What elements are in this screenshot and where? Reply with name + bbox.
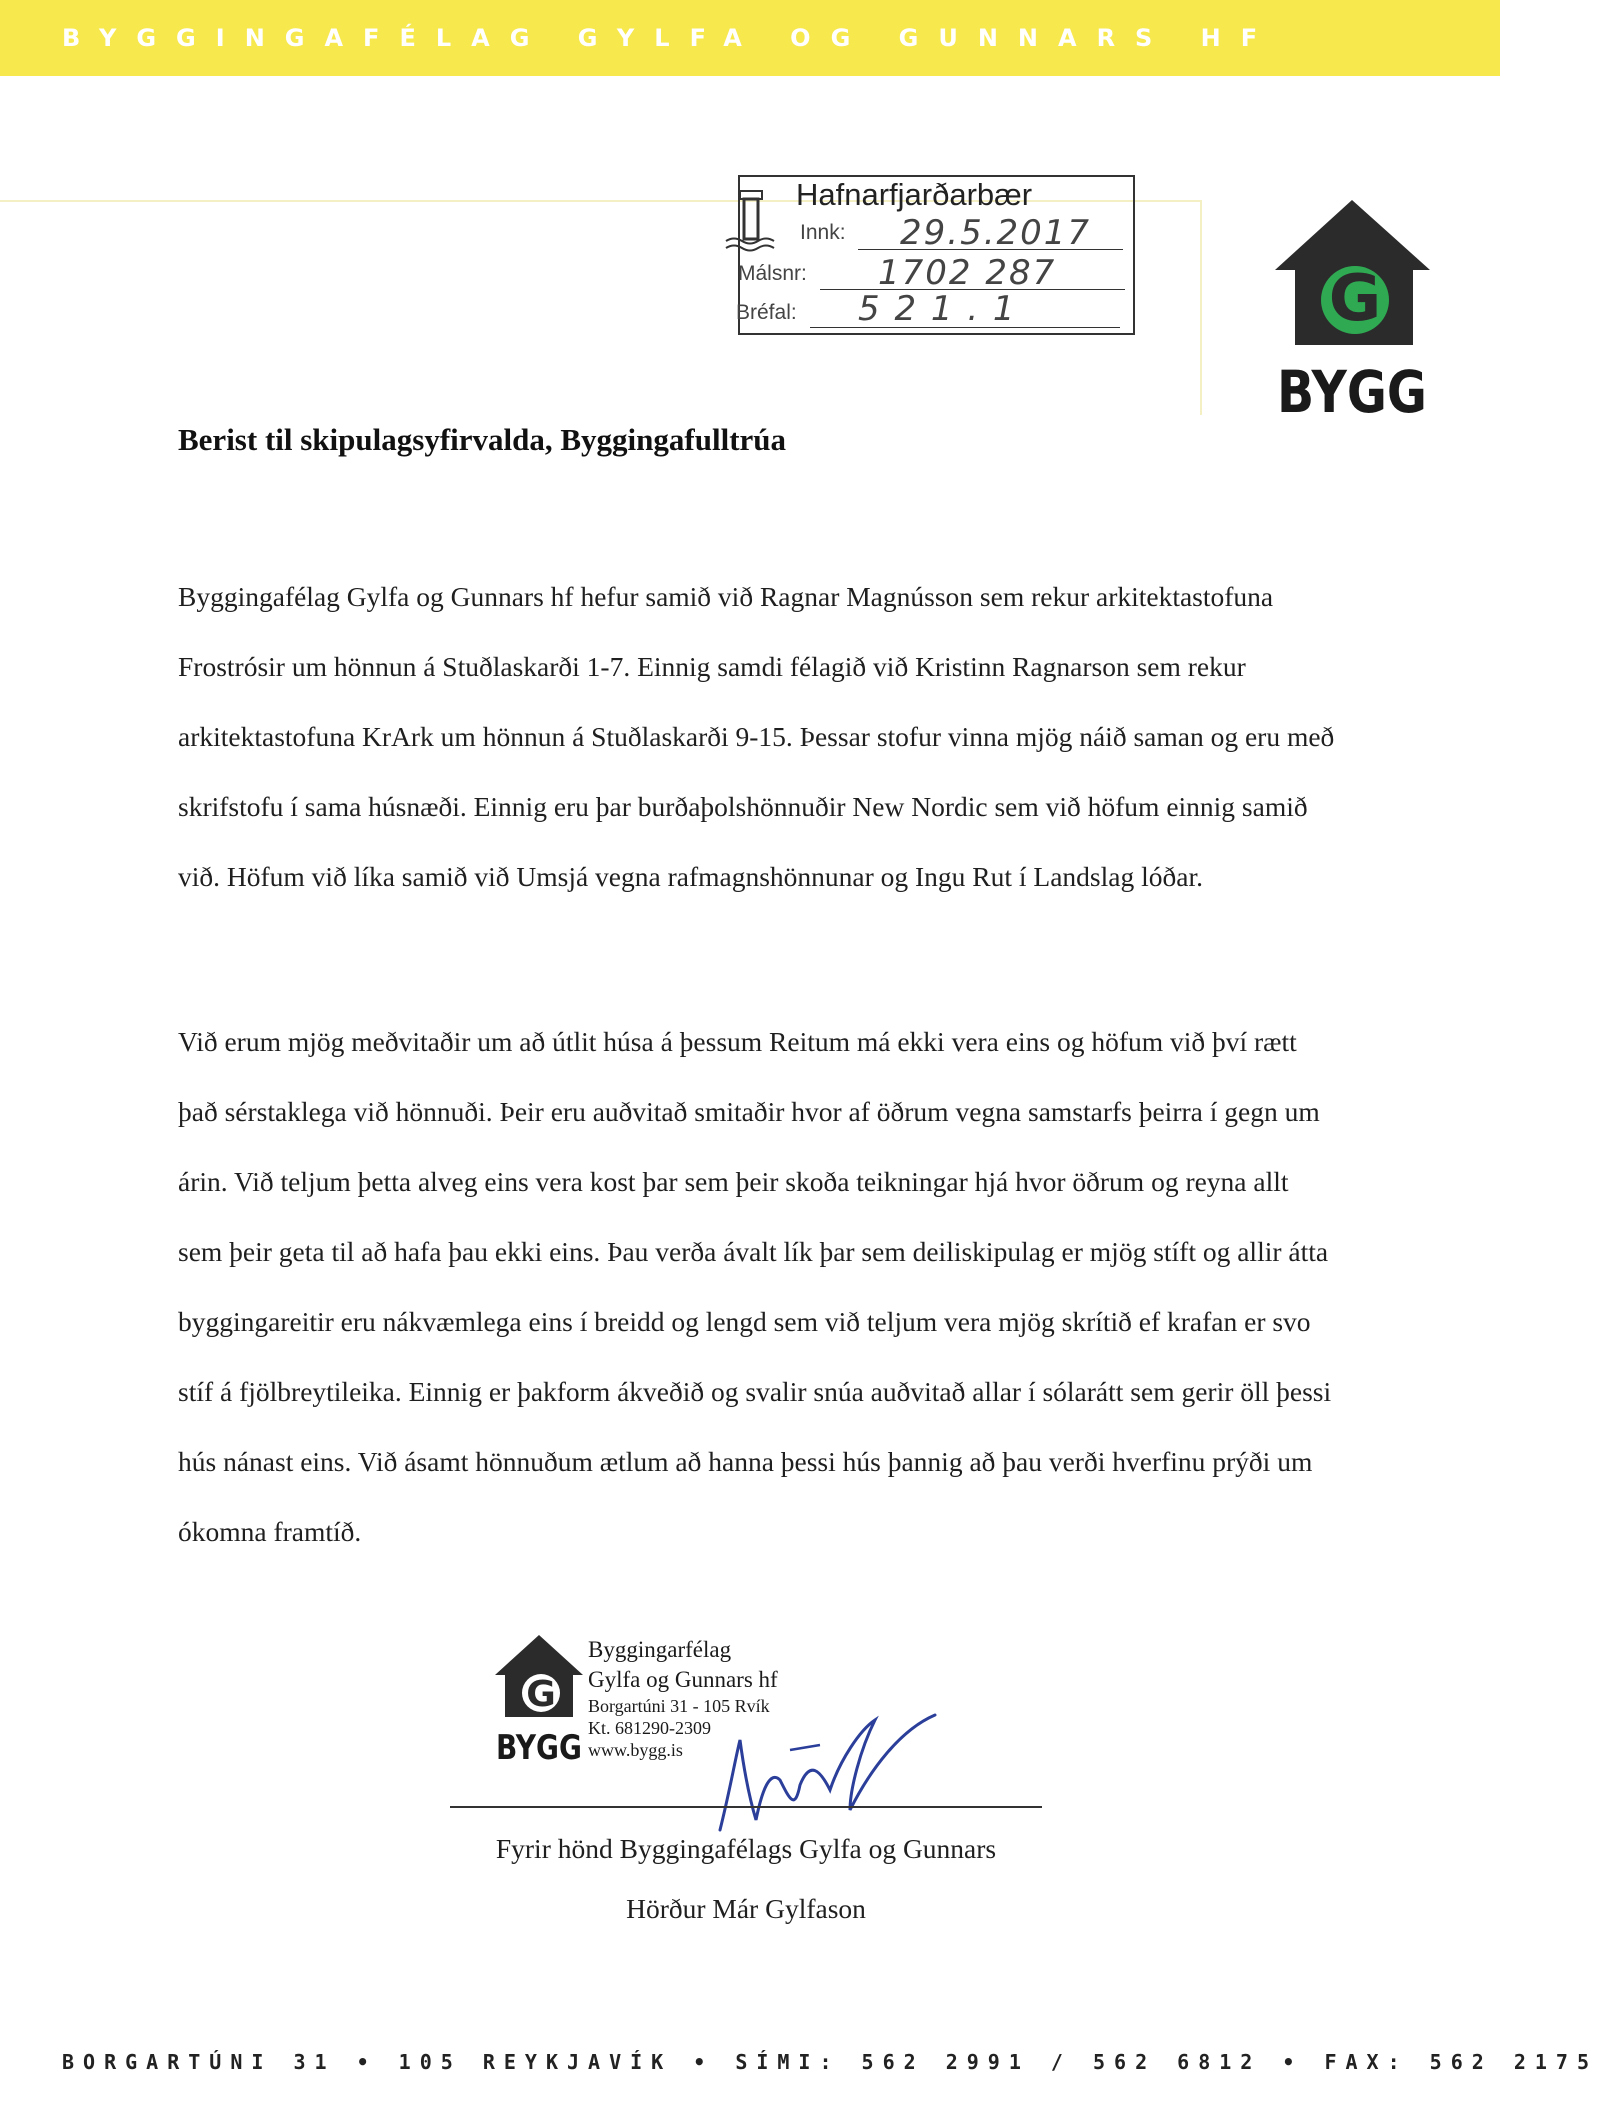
bygg-logo — [1275, 200, 1430, 426]
faint-guide-line — [1200, 200, 1202, 415]
company-line-4: Kt. 681290-2309 — [588, 1718, 711, 1738]
bygg-logo-small — [495, 1635, 583, 1768]
company-line-1: Byggingarfélag — [588, 1637, 732, 1662]
signature-line — [450, 1806, 1042, 1808]
received-stamp — [738, 175, 1135, 335]
header-banner — [0, 0, 1500, 76]
stamp-bref-value: 5 2 1 . 1 — [858, 289, 1017, 329]
stamp-title: Hafnarfjarðarbær — [796, 177, 1033, 212]
svg-text:G: G — [1328, 262, 1382, 336]
stamp-bref-label: Bréfal: — [736, 301, 797, 324]
letter-heading: Berist til skipulagsyfirvalda, Byggingafulltrúa — [178, 422, 787, 457]
banner-text: BYGGINGAFÉLAG GYLFA OG GUNNARS HF — [62, 24, 1278, 52]
company-line-3: Borgartúni 31 - 105 Rvík — [588, 1696, 770, 1716]
handwritten-signature — [700, 1690, 940, 1840]
stamp-inn-label: Innk: — [800, 221, 846, 244]
svg-text:G: G — [526, 1674, 556, 1715]
bygg-logo-text: BYGG — [1277, 358, 1427, 426]
paragraph-2: Við erum mjög meðvitaðir um að útlit húsa á þessum Reitum má ekki vera eins og höfum við því rætt það sérstaklega við hönnuði. Þeir eru auðvitað smitaðir hvor af öðrum vegna samstarfs þeirra í gegn um árin. Við teljum þetta alveg eins vera kost þar sem þeir skoða teikningar hjá hvor öðrum og reyna allt sem þeir geta til að hafa þau ekki eins. Þau verða ávalt lík þar sem deiliskipulag er mjög stíft og allir átta byggingareitir eru nákvæmlega eins í breidd og lengd sem við teljum vera mjög skrítið ef krafan er svo stíf á fjölbreytileika. Einnig er þakform ákveðið og svalir snúa auðvitað allar í sólarátt sem gerir öll þessi hús nánast eins. Við ásamt hönnuðum ætlum að hanna þessi hús þannig að þau verði hverfinu prýði um ókomna framtíð. — [178, 1026, 1332, 1547]
paragraph-1: Byggingafélag Gylfa og Gunnars hf hefur samið við Ragnar Magnússon sem rekur arkitektastofuna Frostrósir um hönnun á Stuðlaskarði 1-7. Einnig samdi félagið við Kristinn Ragnarson sem rekur arkitektastofuna KrArk um hönnun á Stuðlaskarði 9-15. Þessar stofur vinna mjög náið saman og eru með skrifstofu í sama húsnæði. Einnig eru þar burðaþolshönnuðir New Nordic sem við höfum einnig samið við. Höfum við líka samið við Umsjá vegna rafmagnshönnunar og Ingu Rut í Landslag lóðar. — [178, 581, 1335, 892]
stamp-mal-value: 1702 287 — [878, 253, 1057, 293]
company-line-2: Gylfa og Gunnars hf — [588, 1667, 778, 1692]
stamp-mal-label: Málsnr: — [738, 262, 807, 285]
lighthouse-icon — [722, 185, 784, 257]
company-line-5: www.bygg.is — [588, 1740, 683, 1760]
signoff-name: Hörður Már Gylfason — [626, 1893, 866, 1924]
bygg-logo-small-text: BYGG — [496, 1728, 582, 1768]
stamp-inn-value: 29.5.2017 — [900, 213, 1092, 253]
signoff-on-behalf: Fyrir hönd Byggingafélags Gylfa og Gunnars — [495, 1833, 997, 1864]
footer-contact: BORGARTÚNI 31 • 105 REYKJAVÍK • SÍMI: 562 2991 / 562 6812 • FAX: 562 2175 — [62, 2050, 1598, 2074]
